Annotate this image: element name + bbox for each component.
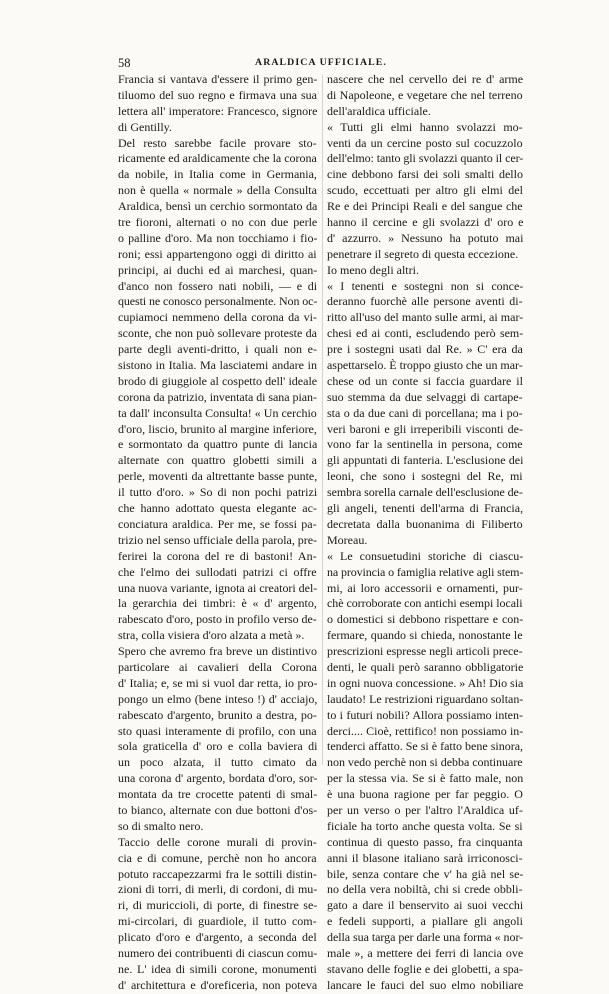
text-line: ta dall' inconsulta Consulta! « Un cerchio	[118, 405, 317, 420]
text-line: corona da patrizio, inventata di sana pian-	[118, 389, 317, 404]
text-line: e sormontato da quattro punte di lancia	[118, 437, 317, 452]
page-number: 58	[118, 56, 131, 70]
text-line: ferirei la corona del re di bastoni! An-	[118, 548, 317, 563]
text-line: particolare ai cavalieri della Corona	[118, 659, 317, 674]
right-text-column	[327, 72, 523, 994]
text-line: sola graticella d' oro e colla baviera di	[118, 739, 317, 754]
running-title: ARALDICA UFFICIALE.	[255, 57, 387, 68]
text-line: montata da tre crocette patenti di smal-	[118, 787, 317, 802]
text-line: d' Italia; e, se mi si vuol dar retta, io pro-	[118, 675, 317, 690]
text-line: brodo di giuggiole al cospetto dell' ideale	[118, 373, 317, 388]
text-line: nascere che nel cervello dei re d' arme	[327, 72, 523, 86]
text-line: Taccio delle corone murali di provin-	[118, 834, 317, 849]
text-line: di Gentilly.	[118, 119, 172, 134]
text-line: perle, moventi da altrettante basse punte,	[118, 469, 317, 484]
text-line: per la stessa via. Se si è fatto male, non	[327, 771, 523, 786]
text-line: una nuova variante, ignota ai creatori del-	[118, 580, 317, 595]
text-line: Spero che avremo fra breve un distintivo	[118, 644, 317, 659]
text-line: cine debbono farsi dei soli smalti dello	[327, 167, 523, 182]
text-line: « I tenenti e sostegni non si conce-	[327, 278, 523, 293]
text-line: stra, colla visiera d'oro alzata a metà ».	[118, 628, 305, 643]
text-line: roni; essi appartengono oggi di diritto ai	[118, 246, 317, 261]
text-line: non vedo perchè non si debba continuare	[327, 755, 523, 770]
text-line: Del resto sarebbe facile provare sto-	[118, 135, 317, 150]
text-line: mi-circolari, di guardiole, il tutto com-	[118, 914, 317, 929]
text-line: to bianco, alternate con due bottoni d'os-	[118, 802, 317, 817]
text-line: di Napoleone, e vegetare che nel terreno	[327, 87, 523, 102]
text-line: o domestici si debbono rispettare e con-	[327, 612, 523, 627]
text-line: veri baroni e gli irreperibili visconti de-	[327, 421, 523, 436]
text-line: rabescato d'argento, brunito a destra, po-	[118, 707, 317, 722]
text-line: zioni di torri, di merli, di cordoni, di mu-	[118, 882, 317, 897]
text-line: alternate con quattro globetti simili a	[118, 453, 317, 468]
text-line: gli angeli, tenenti dell'arma di Francia,	[327, 501, 523, 516]
text-line: pre i sostegni usati dal Re. » C' era da	[327, 342, 523, 357]
text-line: plicato d'oro e d'argento, a seconda del	[118, 930, 317, 945]
text-line: rabescato d'oro, posto in profilo verso de-	[118, 612, 317, 627]
text-line: d' azzurro. » Nessuno ha potuto mai	[327, 230, 523, 245]
text-line: penetrare il segreto di questa eccezione.	[327, 246, 519, 261]
text-line: anni il blasone italiano sarà irriconosci-	[327, 850, 523, 865]
text-line: d' architettura e d'oreficeria, non poteva	[118, 977, 317, 992]
text-line: questi ne conosco personalmente. Non oc-	[118, 294, 317, 309]
text-line: denti, le quali però saranno obbligatorie	[327, 659, 523, 674]
text-line: numero dei contribuenti di ciascun comu-	[118, 945, 317, 960]
text-line: in ogni nuova concessione. » Ah! Dio sia	[327, 675, 523, 690]
text-line: per un verso o per l'altro l'Araldica uf-	[327, 802, 523, 817]
text-line: d'anco non fossero nati nobili, — e di	[118, 278, 317, 293]
text-line: da nobile, in Italia come in Germania,	[118, 167, 317, 182]
text-line: sconte, che non può sollevare proteste da	[118, 326, 317, 341]
text-line: principi, ai duchi ed ai marchesi, quan-	[118, 262, 317, 277]
text-line: stavano delle foglie e dei globetti, a spa-	[327, 961, 523, 976]
text-line: che l'elmo dei sullodati patrizi ci offre	[118, 564, 317, 579]
text-line: venti da un cercine posto sul cocuzzolo	[327, 135, 523, 150]
text-line: dell'elmo: tanto gli svolazzi quanto il cer-	[327, 151, 523, 166]
text-line: suo stemma da due selvaggi di cartape-	[327, 389, 523, 404]
text-line: fermare, quando si chieda, nonostante le	[327, 628, 523, 643]
text-line: Araldica, bensì un cerchio sormontato da	[118, 199, 317, 214]
text-line: mi, ai loro accessorii e ornamenti, pur-	[327, 580, 523, 595]
text-line: leoni, che sono i sostegni del Re, mi	[327, 469, 523, 484]
text-line: chè corroborate con antichi esempi locali	[327, 596, 523, 611]
text-line: scudo, eccettuati per altro gli elmi del	[327, 183, 523, 198]
text-line: derci.... Cioè, rettifico! non possiamo in-	[327, 723, 523, 738]
left-text-column	[118, 72, 317, 994]
text-line: il tutto d'oro. » So di non pochi patrizi	[118, 485, 317, 500]
text-line: deranno fuorchè alle persone aventi di-	[327, 294, 523, 309]
text-line: conciatura araldica. Per me, se fossi pa-	[118, 516, 317, 531]
text-line: sembra sorella carnale dell'esclusione de-	[327, 485, 523, 500]
text-line: trizio nel senso ufficiale della parola, pre-	[118, 532, 317, 547]
text-line: aspettarselo. È troppo giusto che un mar-	[327, 358, 523, 373]
text-line: continua di questo passo, fra cinquanta	[327, 834, 523, 849]
text-line: chesi ed ai conti, escludendo però sem-	[327, 326, 523, 341]
text-line: una corona d' argento, bordata d'oro, sor-	[118, 771, 317, 786]
text-line: to i futuri nobili? Allora possiamo inten-	[327, 707, 523, 722]
text-line: la gerarchia dei timbri: è « d' argento,	[118, 596, 317, 611]
text-line: ritto all'uso del manto sulle armi, ai mar-	[327, 310, 523, 325]
text-line: « Le consuetudini storiche di ciascu-	[327, 548, 523, 563]
text-line: vono far la sentinella in persona, come	[327, 437, 523, 452]
text-line: tenderci affatto. Se si è fatto bene sinora,	[327, 739, 523, 754]
text-line: cupiamoci nemmeno della corona da vi-	[118, 310, 317, 325]
text-line: Io meno degli altri.	[327, 262, 419, 277]
page-header	[118, 56, 524, 70]
text-line: tre fioroni, alternati o no con due perle	[118, 215, 317, 230]
text-line: ri, di muriccioli, di porte, di finestre se-	[118, 898, 317, 913]
text-line: sta o da due cani di porcellana; ma i po-	[327, 405, 523, 420]
text-line: ricamente ed araldicamente che la corona	[118, 151, 317, 166]
text-line: so di smalto nero.	[118, 818, 204, 833]
text-line: chese od un conte si faccia guardare il	[327, 373, 523, 388]
text-line: ne. L' idea di simili corone, monumenti	[118, 961, 317, 976]
text-line: d'oro, liscio, brunito al margine inferiore,	[118, 421, 317, 436]
text-line: bile, senza contare che v' ha già nel se-	[327, 866, 523, 881]
text-line: prescrizioni espresse negli articoli prece-	[327, 644, 523, 659]
text-line: Moreau.	[327, 532, 368, 547]
text-line: sistono in Italia. Ma lasciatemi andare in	[118, 358, 317, 373]
text-line: « Tutti gli elmi hanno svolazzi mo-	[327, 119, 523, 134]
text-line: hanno il cercine e gli svolazzi d' oro e	[327, 215, 523, 230]
text-line: Re e dei Principi Reali e del sangue che	[327, 199, 523, 214]
text-line: Francia si vantava d'essere il primo gen-	[118, 72, 317, 86]
column-gutter	[322, 75, 323, 765]
text-line: o palline d'oro. Ma non tocchiamo i fio-	[118, 230, 317, 245]
text-line: no della vera nobiltà, chi si crede obbli-	[327, 882, 523, 897]
text-line: della sua targa per darle una forma « nor-	[327, 930, 523, 945]
text-line: non è quella « normale » della Consulta	[118, 183, 317, 198]
text-line: na provincia o famiglia relative agli stem-	[327, 564, 523, 579]
text-line: potuto raccapezzarmi fra le sottili distin-	[118, 866, 317, 881]
text-line: ficiale ha torto anche questa volta. Se si	[327, 818, 523, 833]
text-line: lettera all' imperatore: Francesco, signore	[118, 103, 317, 118]
text-line: male », a mettere dei ferri di lancia ove	[327, 945, 523, 960]
text-line: lancare le fauci del suo elmo nobiliare	[327, 977, 523, 992]
text-line: cia e di comune, perchè non ho ancora	[118, 850, 317, 865]
text-line: e fedeli supporti, a piallare gli angoli	[327, 914, 523, 929]
text-line: parte degli aventi-dritto, i quali non e-	[118, 342, 317, 357]
text-line: un poco alzata, il tutto cimato da	[118, 755, 317, 770]
text-line: è una buona ragione per far peggio. O	[327, 787, 523, 802]
text-line: decretata dalla buonanima di Filiberto	[327, 516, 523, 531]
text-line: dell'araldica ufficiale.	[327, 103, 431, 118]
text-line: gli appuntati di fanteria. L'esclusione dei	[327, 453, 523, 468]
text-line: pongo un elmo (bene inteso !) d' acciajo,	[118, 691, 317, 706]
text-line: laudato! Le restrizioni riguardano soltan-	[327, 691, 523, 706]
text-line: che hanno adottato questa elegante ac-	[118, 501, 317, 516]
text-line: tiluomo del suo regno e firmava una sua	[118, 87, 317, 102]
text-line: sto quasi interamente di profilo, con una	[118, 723, 317, 738]
text-line: gato a dare il benservito ai suoi vecchi	[327, 898, 523, 913]
